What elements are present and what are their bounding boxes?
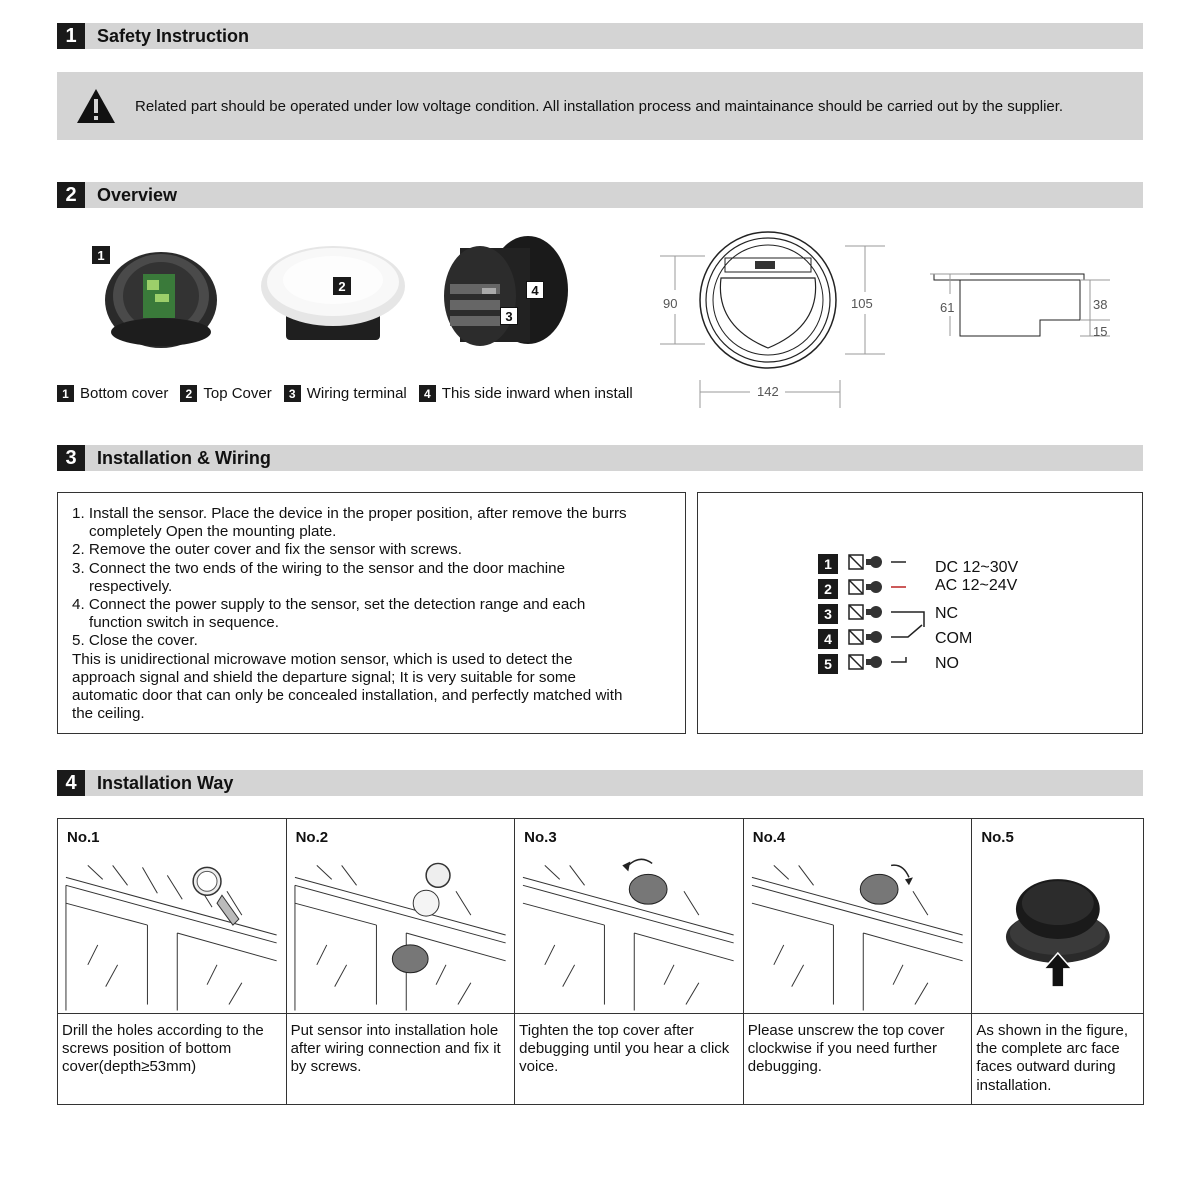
arc-face-outward-illustration xyxy=(972,855,1143,1012)
section-header-safety xyxy=(57,23,1143,49)
step-line: 4. Connect the power supply to the sensor, set the detection range and each xyxy=(72,596,586,614)
cell-divider xyxy=(58,1013,286,1014)
cell-divider xyxy=(744,1013,972,1014)
label-ac-voltage: AC 12~24V xyxy=(935,577,1018,594)
legend-label: Top Cover xyxy=(203,385,272,402)
step-description: Tighten the top cover after debugging until you hear a click voice. xyxy=(519,1022,730,1076)
step-line: 1. Install the sensor. Place the device in the proper position, after remove the burrs xyxy=(72,505,627,522)
section-title: Installation & Wiring xyxy=(97,447,271,468)
step-description: Drill the holes according to the screws position of bottom cover(depth≥53mm) xyxy=(62,1022,264,1076)
step-description: Put sensor into installation hole after wiring connection and fix it by screws. xyxy=(290,1022,501,1076)
dimension-side-lower: 15 xyxy=(1093,324,1108,339)
way-step-5 xyxy=(972,819,1143,1104)
step-line: respectively. xyxy=(89,577,173,595)
label-no: NO xyxy=(935,655,959,672)
description-line: This is unidirectional microwave motion sensor, which is used to detect the xyxy=(72,650,573,668)
terminal-number: 5 xyxy=(818,654,838,674)
cell-divider xyxy=(972,1013,1143,1014)
description-line: the ceiling. xyxy=(72,705,145,723)
legend-badge: 4 xyxy=(419,385,436,402)
label-nc: NC xyxy=(935,605,959,622)
section-number: 1 xyxy=(57,23,85,49)
way-step-3 xyxy=(515,819,744,1104)
legend-badge: 2 xyxy=(180,385,197,402)
description-line: automatic door that can only be concealed installation, and perfectly matched with xyxy=(72,687,623,705)
terminal-number: 2 xyxy=(818,579,838,599)
step-description: Please unscrew the top cover clockwise if you need further debugging. xyxy=(747,1022,945,1076)
wiring-diagram-box xyxy=(697,492,1143,734)
warning-triangle-icon xyxy=(75,87,117,125)
step-number: No.1 xyxy=(67,829,100,846)
way-step-4 xyxy=(744,819,973,1104)
step-line: function switch in sequence. xyxy=(89,614,279,632)
dimension-width: 142 xyxy=(757,384,779,399)
cell-divider xyxy=(515,1013,743,1014)
section-number: 3 xyxy=(57,445,85,471)
way-step-2 xyxy=(287,819,516,1104)
photo-badge-4: 4 xyxy=(526,281,544,299)
step-number: No.2 xyxy=(295,829,329,846)
section-title: Installation Way xyxy=(97,772,234,793)
warning-text: Related part should be operated under low voltage condition. All installation process and maintainance should be carried out by the supplier. xyxy=(135,97,1064,115)
step-line: 2. Remove the outer cover and fix the sensor with screws. xyxy=(72,541,462,559)
legend-label: This side inward when install xyxy=(441,385,633,402)
drill-holes-illustration xyxy=(58,855,286,1012)
bottom-cover-image xyxy=(95,232,225,352)
section-title: Safety Instruction xyxy=(97,25,250,46)
legend-badge: 3 xyxy=(284,385,301,402)
front-dimension-drawing xyxy=(655,230,885,410)
section-header-overview xyxy=(57,182,1143,208)
dimension-height-right: 105 xyxy=(851,296,873,311)
photo-badge-1: 1 xyxy=(92,246,110,264)
section-number: 4 xyxy=(57,770,85,796)
step-number: No.4 xyxy=(752,829,786,846)
section-title: Overview xyxy=(97,184,178,205)
legend-label: Bottom cover xyxy=(80,385,169,402)
side-dimension-drawing xyxy=(930,268,1120,344)
insert-sensor-illustration xyxy=(287,855,515,1012)
step-number: No.3 xyxy=(524,829,557,846)
step-line: 3. Connect the two ends of the wiring to the sensor and the door machine xyxy=(72,559,566,577)
terminal-row xyxy=(818,629,838,649)
step-line: completely Open the mounting plate. xyxy=(89,523,337,541)
terminal-number: 3 xyxy=(818,604,838,624)
wiring-terminal-diagram xyxy=(698,493,1144,735)
photo-badge-2: 2 xyxy=(333,277,351,295)
safety-warning-box xyxy=(57,72,1143,140)
step-line: 5. Close the cover. xyxy=(72,632,198,650)
section-header-installation-way xyxy=(57,770,1143,796)
terminal-number: 1 xyxy=(818,554,838,574)
section-header-installation xyxy=(57,445,1143,471)
label-com: COM xyxy=(935,630,973,647)
description-line: approach signal and shield the departure signal; It is very suitable for some xyxy=(72,668,577,686)
step-number: No.5 xyxy=(981,829,1014,846)
legend-badge: 1 xyxy=(57,385,74,402)
terminal-number: 4 xyxy=(818,629,838,649)
legend-label: Wiring terminal xyxy=(306,385,407,402)
installation-steps-box xyxy=(57,492,686,734)
installation-way-table xyxy=(57,818,1144,1105)
terminal-row xyxy=(818,554,838,574)
unscrew-cover-illustration xyxy=(744,855,972,1012)
dimension-side-upper: 38 xyxy=(1093,297,1108,312)
terminal-row xyxy=(818,579,838,599)
photo-badge-3: 3 xyxy=(500,307,518,325)
dimension-side-total: 61 xyxy=(940,300,955,315)
terminal-row xyxy=(818,654,838,674)
terminal-row xyxy=(818,604,838,624)
step-description: As shown in the figure, the complete arc face faces outward during installation. xyxy=(976,1022,1129,1094)
section-number: 2 xyxy=(57,182,85,208)
dimension-height-left: 90 xyxy=(663,296,678,311)
tighten-cover-illustration xyxy=(515,855,743,1012)
cell-divider xyxy=(287,1013,515,1014)
way-step-1 xyxy=(58,819,287,1104)
overview-legend xyxy=(57,385,645,402)
label-dc-voltage: DC 12~30V xyxy=(935,559,1019,576)
wiring-side-image xyxy=(440,230,570,354)
